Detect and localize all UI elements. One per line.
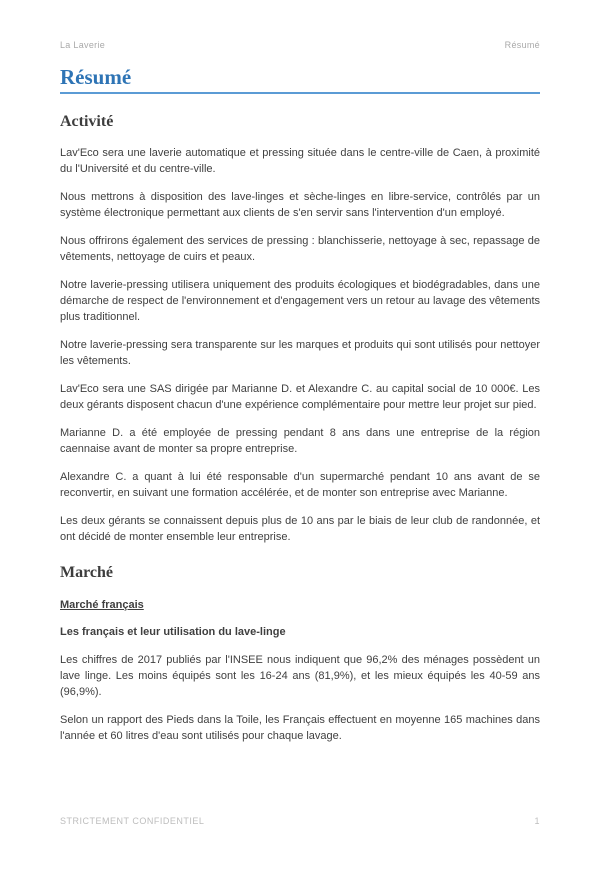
paragraph: Nous mettrons à disposition des lave-linges et sèche-linges en libre-service, contrôlés par un système électronique permettant aux clients de s'en servir sans l'intervention d'un employé. [60, 191, 540, 219]
paragraph: Lav'Eco sera une laverie automatique et pressing située dans le centre-ville de Caen, à proximité du l'Université et du centre-ville. [60, 147, 540, 175]
paragraph: Notre laverie-pressing utilisera uniquement des produits écologiques et biodégradables, dans une démarche de respect de l'environnement et d'engagement vers un retour au lavage des vêtements plus traditionnel. [60, 279, 540, 323]
paragraph: Marianne D. a été employée de pressing pendant 8 ans dans une entreprise de la région caennaise avant de monter sa propre entreprise. [60, 427, 540, 455]
paragraph: Selon un rapport des Pieds dans la Toile, les Français effectuent en moyenne 165 machines dans l'année et 60 litres d'eau sont utilisés pour chaque lavage. [60, 714, 540, 742]
footer-page-number: 1 [534, 816, 540, 826]
section-heading-activite: Activité [60, 113, 114, 130]
footer-confidential-label: STRICTEMENT CONFIDENTIEL [60, 816, 205, 826]
subsection-heading-lave-linge: Les français et leur utilisation du lave-linge [60, 626, 286, 638]
section-marche [60, 564, 540, 744]
page-footer [60, 816, 540, 826]
paragraph: Alexandre C. a quant à lui été responsable d'un supermarché pendant 10 ans avant de se reconvertir, en suivant une formation accélérée, et de monter son entreprise avec Marianne. [60, 471, 540, 499]
paragraph: Les deux gérants se connaissent depuis plus de 10 ans par le biais de leur club de randonnée, et ont décidé de monter ensemble leur entreprise. [60, 515, 540, 543]
header-chapter-name: Résumé [504, 40, 540, 50]
paragraph: Nous offrirons également des services de pressing : blanchisserie, nettoyage à sec, repassage de vêtements, nettoyage de cuirs et peaux. [60, 235, 540, 263]
document-title: Résumé [60, 65, 540, 94]
section-activite [60, 113, 540, 545]
paragraph: Notre laverie-pressing sera transparente sur les marques et produits qui sont utilisés pour nettoyer les vêtements. [60, 339, 540, 367]
page-header [60, 40, 540, 50]
paragraph: Lav'Eco sera une SAS dirigée par Marianne D. et Alexandre C. au capital social de 10 000€. Les deux gérants disposent chacun d'une expérience complémentaire pour mettre leur projet sur pied. [60, 383, 540, 411]
paragraph: Les chiffres de 2017 publiés par l'INSEE nous indiquent que 96,2% des ménages possèdent un lave linge. Les moins équipés sont les 16-24 ans (81,9%), et les mieux équipés les 40-59 ans (96,9%). [60, 654, 540, 698]
section-heading-marche: Marché [60, 564, 114, 581]
subsection-heading-marche-francais: Marché français [60, 599, 144, 611]
header-document-name: La Laverie [60, 40, 106, 50]
